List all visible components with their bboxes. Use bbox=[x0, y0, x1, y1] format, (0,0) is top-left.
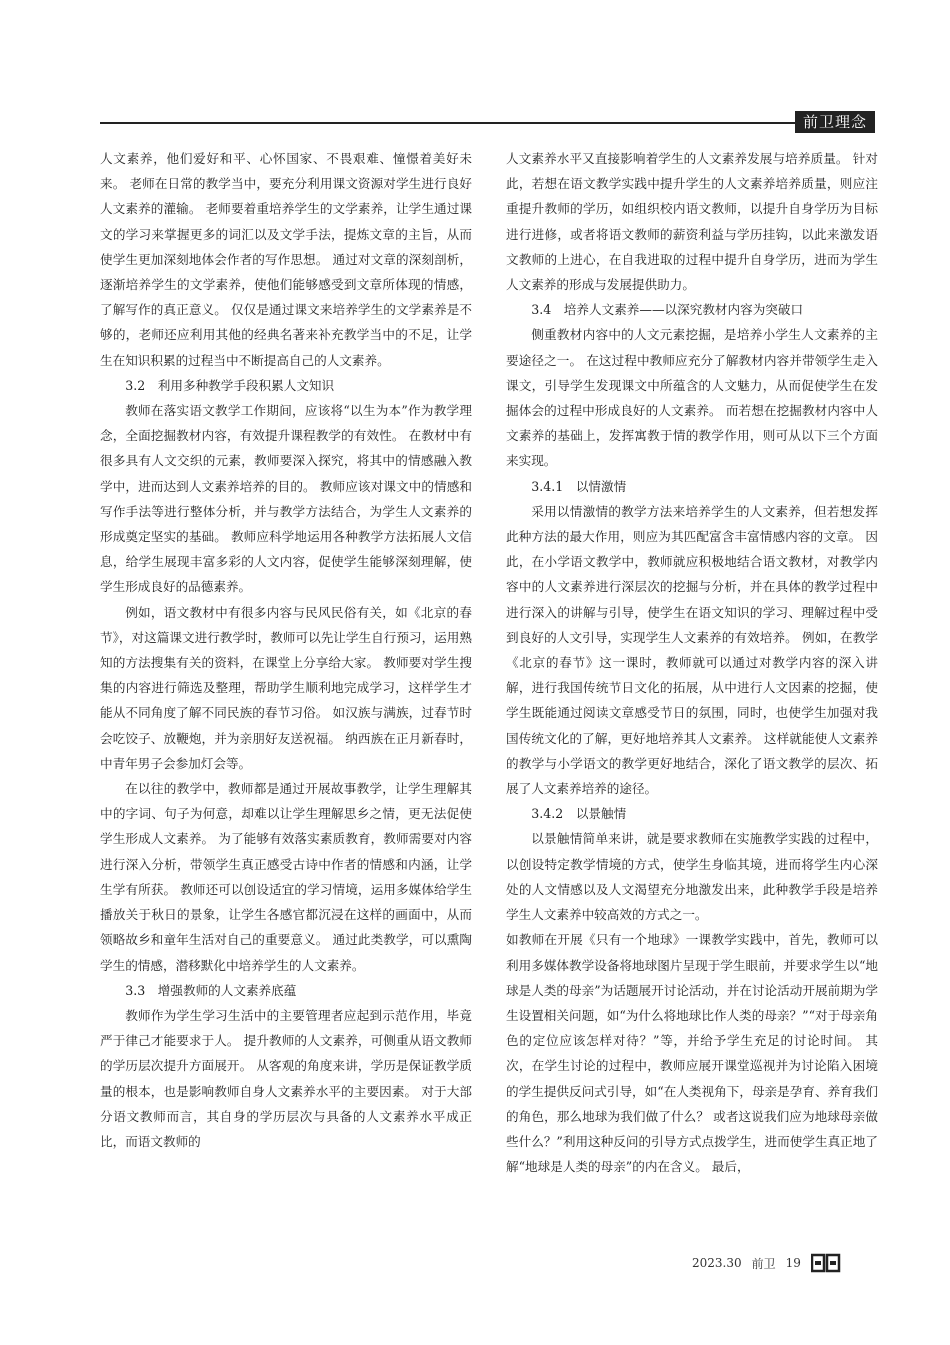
issue-number: 2023.30 bbox=[692, 1256, 742, 1270]
paragraph: 侧重教材内容中的人文元素挖掘，是培养小学生人文素养的主要途径之一。 在这过程中教师应充分了解教材内容并带领学生走入课文，引导学生发现课文中所蕴含的人文魅力，从而促使学生在发掘体会的过程中形成良好的人文素养。 而若想在挖掘教材内容中人文素养的基础上，发挥寓教于情的教学作用，则可从以下三个方面来实现。 bbox=[506, 327, 878, 469]
page-number: 19 bbox=[785, 1256, 801, 1270]
paragraph: 人文素养水平又直接影响着学生的人文素养发展与培养质量。 针对此，若想在语文教学实践中提升学生的人文素养培养质量，则应注重提升教师的学历，如组织校内语文教师，以提升自身学历为目标进行进修，或者将语文教师的薪资利益与学历挂钩，以此来激发语文教师的上进心，在自我进取的过程中提升自身学历，进而为学生人文素养的形成与发展提供助力。 bbox=[506, 151, 878, 293]
section-heading: 3.4 培养人文素养——以深究教材内容为突破口 bbox=[531, 302, 804, 318]
paragraph: 在以往的教学中，教师都是通过开展故事教学，让学生理解其中的字词、句子为何意，却难以让学生理解思乡之情，更无法促使学生形成人文素养。 为了能够有效落实素质教育，教师需要对内容进行深入分析，带领学生真正感受古诗中作者的情感和内涵，让学生学有所获。 教师还可以创设适宜的学习情境，运用多媒体给学生播放关于秋日的景象，让学生各感官都沉浸在这样的画面中，从而领略故乡和童年生活对自己的重要意义。 通过此类教学，可以熏陶学生的情感，潜移默化中培养学生的人文素养。 bbox=[100, 781, 472, 973]
journal-logo-icon bbox=[811, 1253, 841, 1273]
paragraph: 例如，语文教材中有很多内容与民风民俗有关，如《北京的春节》，对这篇课文进行教学时，教师可以先让学生自行预习，运用熟知的方法搜集有关的资料，在课堂上分享给大家。 教师要对学生搜集的内容进行筛选及整理，帮助学生顺利地完成学习，这样学生才能从不同角度了解不同民族的春节习俗。 如汉族与满族，过春节时会吃饺子、放鞭炮，并为亲朋好友送祝福。 纳西族在正月新春时，中青年男子会参加灯会等。 bbox=[100, 604, 472, 771]
right-column bbox=[506, 146, 878, 1179]
section-heading: 3.3 增强教师的人文素养底蕴 bbox=[125, 982, 297, 998]
page-footer bbox=[692, 1253, 841, 1273]
paragraph: 教师在落实语文教学工作期间，应该将“以生为本”作为教学理念，全面挖掘教材内容，有效提升课程教学的有效性。 在教材中有很多具有人文交织的元素，教师要深入探究，将其中的情感融入教学中，进而达到人文素养培养的目的。 教师应该对课文中的情感和写作手法等进行整体分析，并与教学方法结合，为学生人文素养的形成奠定坚实的基础。 教师应科学地运用各种教学方法拓展人文信息，给学生展现丰富多彩的人文内容，促使学生能够深刻理解，使学生形成良好的品德素养。 bbox=[100, 403, 472, 595]
header-rule bbox=[100, 122, 875, 124]
left-column bbox=[100, 146, 472, 1154]
section-heading: 3.4.2 以景触情 bbox=[531, 806, 627, 822]
paragraph: 人文素养，他们爱好和平、心怀国家、不畏艰难、憧憬着美好未来。 老师在日常的教学当中，要充分利用课文资源对学生进行良好人文素养的灌输。 老师要着重培养学生的文学素养，让学生通过课文的学习来掌握更多的词汇以及文学手法，提炼文章的主旨，从而使学生更加深刻地体会作者的写作思想。 通过对文章的深刻剖析，逐渐培养学生的文学素养，使他们能够感受到文章所体现的情感，了解写作的真正意义。 仅仅是通过课文来培养学生的文学素养是不够的，老师还应利用其他的经典名著来补充教学当中的不足，让学生在知识积累的过程当中不断提高自己的人文素养。 bbox=[100, 151, 472, 368]
section-heading: 3.2 利用多种教学手段积累人文知识 bbox=[125, 377, 335, 393]
paragraph: 以景触情简单来讲，就是要求教师在实施教学实践的过程中，以创设特定教学情境的方式，使学生身临其境，进而将学生内心深处的人文情感以及人文渴望充分地激发出来，此种教学手段是培养学生人文素养中较高效的方式之一。 bbox=[506, 831, 878, 923]
section-heading: 3.4.1 以情激情 bbox=[531, 478, 627, 494]
paragraph: 如教师在开展《只有一个地球》一课教学实践中，首先，教师可以利用多媒体教学设备将地球图片呈现于学生眼前，并要求学生以“地球是人类的母亲”为话题展开讨论活动，并在讨论活动开展前期为学生设置相关问题，如“为什么将地球比作人类的母亲？”“对于母亲角色的定位应该怎样对待？”等，并给予学生充足的讨论时间。 其次，在学生讨论的过程中，教师应展开课堂巡视并为讨论陷入困境的学生提供反问式引导，如“在人类视角下，母亲是孕育、养育我们的角色，那么地球为我们做了什么？ 或者这说我们应为地球母亲做些什么？”利用这种反问的引导方式点拨学生，进而使学生真正地了解“地球是人类的母亲”的内在含义。 最后， bbox=[506, 932, 878, 1175]
section-tag: 前卫理念 bbox=[795, 111, 875, 133]
paragraph: 采用以情激情的教学方法来培养学生的人文素养，但若想发挥此种方法的最大作用，则应为其匹配富含丰富情感内容的文章。 因此，在小学语文教学中，教师就应积极地结合语文教材，对教学内容中的人文素养进行深层次的挖掘与分析，并在具体的教学过程中进行深入的讲解与引导，使学生在语文知识的学习、理解过程中受到良好的人文引导，实现学生人文素养的有效培养。 例如，在教学《北京的春节》这一课时，教师就可以通过对教学内容的深入讲解，进行我国传统节日文化的拓展，从中进行人文因素的挖掘，使学生既能通过阅读文章感受节日的氛围，同时，也使学生加强对我国传统文化的了解，更好地培养其人文素养。 这样就能使人文素养的教学与小学语文的教学更好地结合，深化了语文教学的层次、拓展了人文素养培养的途径。 bbox=[506, 503, 878, 797]
paragraph: 教师作为学生学习生活中的主要管理者应起到示范作用，毕竟严于律己才能要求于人。 提升教师的人文素养，可侧重从语文教师的学历层次提升方面展开。 从客观的角度来讲，学历是保证教学质量的根本，也是影响教师自身人文素养水平的主要因素。 对于大部分语文教师而言，其自身的学历层次与具备的人文素养水平成正比，而语文教师的 bbox=[100, 1007, 472, 1149]
journal-name: 前卫 bbox=[751, 1256, 776, 1271]
